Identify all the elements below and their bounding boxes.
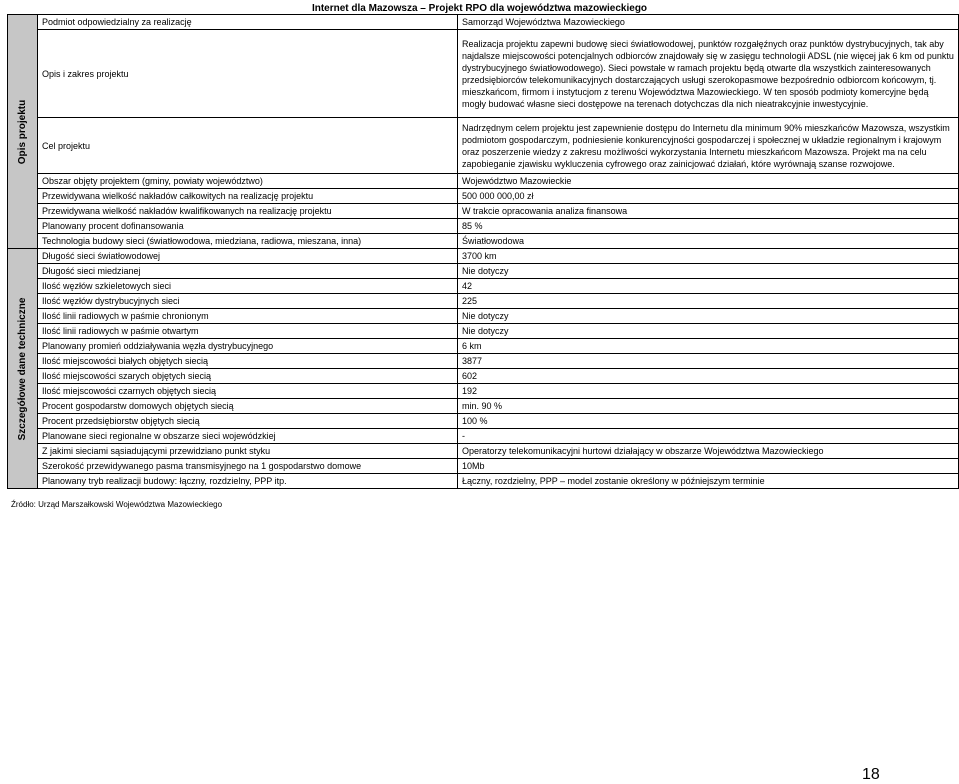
row-value: Realizacja projektu zapewni budowę sieci światłowodowej, punktów rozgałęźnych oraz punktów dystrybucyjnych, tak aby najdalsze miejscowości potencjalnych odbiorców znajdowały się w zasięgu technologii ADSL (nie więcej jak 6 km od punktu dystrybucyjnego światłowodowego). Sieci powstałe w ramach projektu będą otwarte dla wszystkich zainteresowanych przedsiębiorców telekomunikacyjnych dostarczających usługi szerokopasmowe bezpośrednio odbiorcom końcowym, tj. mieszkańcom, firmom i instytucjom z terenu Województwa Mazowieckiego. W ten sposób podmioty komercyjne będą mogły budować własne sieci dostępowe na terenach dotychczas dla nich nieatrakcyjnie inwestycyjnie.	[458, 30, 959, 118]
page-title: Internet dla Mazowsza – Projekt RPO dla województwa mazowieckiego	[311, 3, 648, 14]
table-row	[8, 189, 959, 204]
row-value: Nadrzędnym celem projektu jest zapewnienie dostępu do Internetu dla minimum 90% mieszkańców Mazowsza, wszystkim podmiotom gospodarczym, podniesienie konkurencyjności gospodarczej i społecznej w układzie regionalnym i krajowym oraz poszerzenie wiedzy z zakresu możliwości wykorzystania Internetu mieszkańcom Mazowsza. Projekt ma na celu zapobieganie zjawisku wykluczenia cyfrowego oraz zainicjować działań, które wyrównają szanse rozwojowe.	[458, 118, 959, 174]
row-value: 602	[458, 369, 959, 384]
row-value: W trakcie opracowania analiza finansowa	[458, 204, 959, 219]
row-label: Ilość linii radiowych w paśmie chronionym	[38, 309, 458, 324]
row-label: Szerokość przewidywanego pasma transmisyjnego na 1 gospodarstwo domowe	[38, 459, 458, 474]
row-label: Technologia budowy sieci (światłowodowa, miedziana, radiowa, mieszana, inna)	[38, 234, 458, 249]
page-number: 18	[862, 766, 880, 783]
table-row	[8, 399, 959, 414]
row-label: Długość sieci miedzianej	[38, 264, 458, 279]
table-row	[8, 324, 959, 339]
section-technical	[8, 249, 38, 489]
table-row	[8, 339, 959, 354]
row-label: Planowane sieci regionalne w obszarze sieci wojewódzkiej	[38, 429, 458, 444]
table-row	[8, 30, 959, 118]
table-row	[8, 309, 959, 324]
table-row	[8, 118, 959, 174]
table-row	[8, 264, 959, 279]
table-row	[8, 204, 959, 219]
row-value: 3700 km	[458, 249, 959, 264]
row-value: 192	[458, 384, 959, 399]
section-description	[8, 15, 38, 249]
table-row	[8, 294, 959, 309]
row-label: Cel projektu	[38, 118, 458, 174]
row-label: Ilość miejscowości szarych objętych siecią	[38, 369, 458, 384]
table-row	[8, 369, 959, 384]
row-value: Światłowodowa	[458, 234, 959, 249]
row-value: Województwo Mazowieckie	[458, 174, 959, 189]
table-row	[8, 249, 959, 264]
table-row	[8, 219, 959, 234]
table-row	[8, 279, 959, 294]
row-value: 10Mb	[458, 459, 959, 474]
table-row	[8, 234, 959, 249]
row-value: 6 km	[458, 339, 959, 354]
row-value: 85 %	[458, 219, 959, 234]
row-value: 100 %	[458, 414, 959, 429]
row-label: Obszar objęty projektem (gminy, powiaty województwo)	[38, 174, 458, 189]
table-row	[8, 474, 959, 489]
table-row	[8, 459, 959, 474]
row-label: Ilość węzłów dystrybucyjnych sieci	[38, 294, 458, 309]
row-label: Planowany promień oddziaływania węzła dystrybucyjnego	[38, 339, 458, 354]
row-label: Planowany procent dofinansowania	[38, 219, 458, 234]
row-label: Planowany tryb realizacji budowy: łączny, rozdzielny, PPP itp.	[38, 474, 458, 489]
row-value: min. 90 %	[458, 399, 959, 414]
row-value: Nie dotyczy	[458, 324, 959, 339]
row-label: Ilość miejscowości białych objętych siecią	[38, 354, 458, 369]
source-note: Źródło: Urząd Marszałkowski Województwa Mazowieckiego	[11, 500, 223, 509]
project-table	[7, 14, 959, 489]
row-label: Ilość węzłów szkieletowych sieci	[38, 279, 458, 294]
row-value: 225	[458, 294, 959, 309]
table-row	[8, 444, 959, 459]
row-value: Nie dotyczy	[458, 309, 959, 324]
table-row	[8, 414, 959, 429]
row-value: Łączny, rozdzielny, PPP – model zostanie określony w późniejszym terminie	[458, 474, 959, 489]
table-row	[8, 15, 959, 30]
row-label: Przewidywana wielkość nakładów całkowitych na realizację projektu	[38, 189, 458, 204]
row-value: 500 000 000,00 zł	[458, 189, 959, 204]
table-row	[8, 354, 959, 369]
row-label: Ilość miejscowości czarnych objętych siecią	[38, 384, 458, 399]
table-row	[8, 174, 959, 189]
row-label: Przewidywana wielkość nakładów kwalifikowanych na realizację projektu	[38, 204, 458, 219]
row-value: 42	[458, 279, 959, 294]
row-value: 3877	[458, 354, 959, 369]
row-value: -	[458, 429, 959, 444]
row-value: Samorząd Województwa Mazowieckiego	[458, 15, 959, 30]
row-label: Procent gospodarstw domowych objętych siecią	[38, 399, 458, 414]
row-label: Długość sieci światłowodowej	[38, 249, 458, 264]
section-technical-label: Szczegółowe dane techniczne	[16, 297, 28, 440]
row-value: Operatorzy telekomunikacyjni hurtowi działający w obszarze Województwa Mazowieckiego	[458, 444, 959, 459]
row-label: Podmiot odpowiedzialny za realizację	[38, 15, 458, 30]
row-value: Nie dotyczy	[458, 264, 959, 279]
row-label: Opis i zakres projektu	[38, 30, 458, 118]
row-label: Procent przedsiębiorstw objętych siecią	[38, 414, 458, 429]
section-description-label: Opis projektu	[16, 99, 28, 164]
table-row	[8, 384, 959, 399]
row-label: Z jakimi sieciami sąsiadującymi przewidziano punkt styku	[38, 444, 458, 459]
table-row	[8, 429, 959, 444]
row-label: Ilość linii radiowych w paśmie otwartym	[38, 324, 458, 339]
